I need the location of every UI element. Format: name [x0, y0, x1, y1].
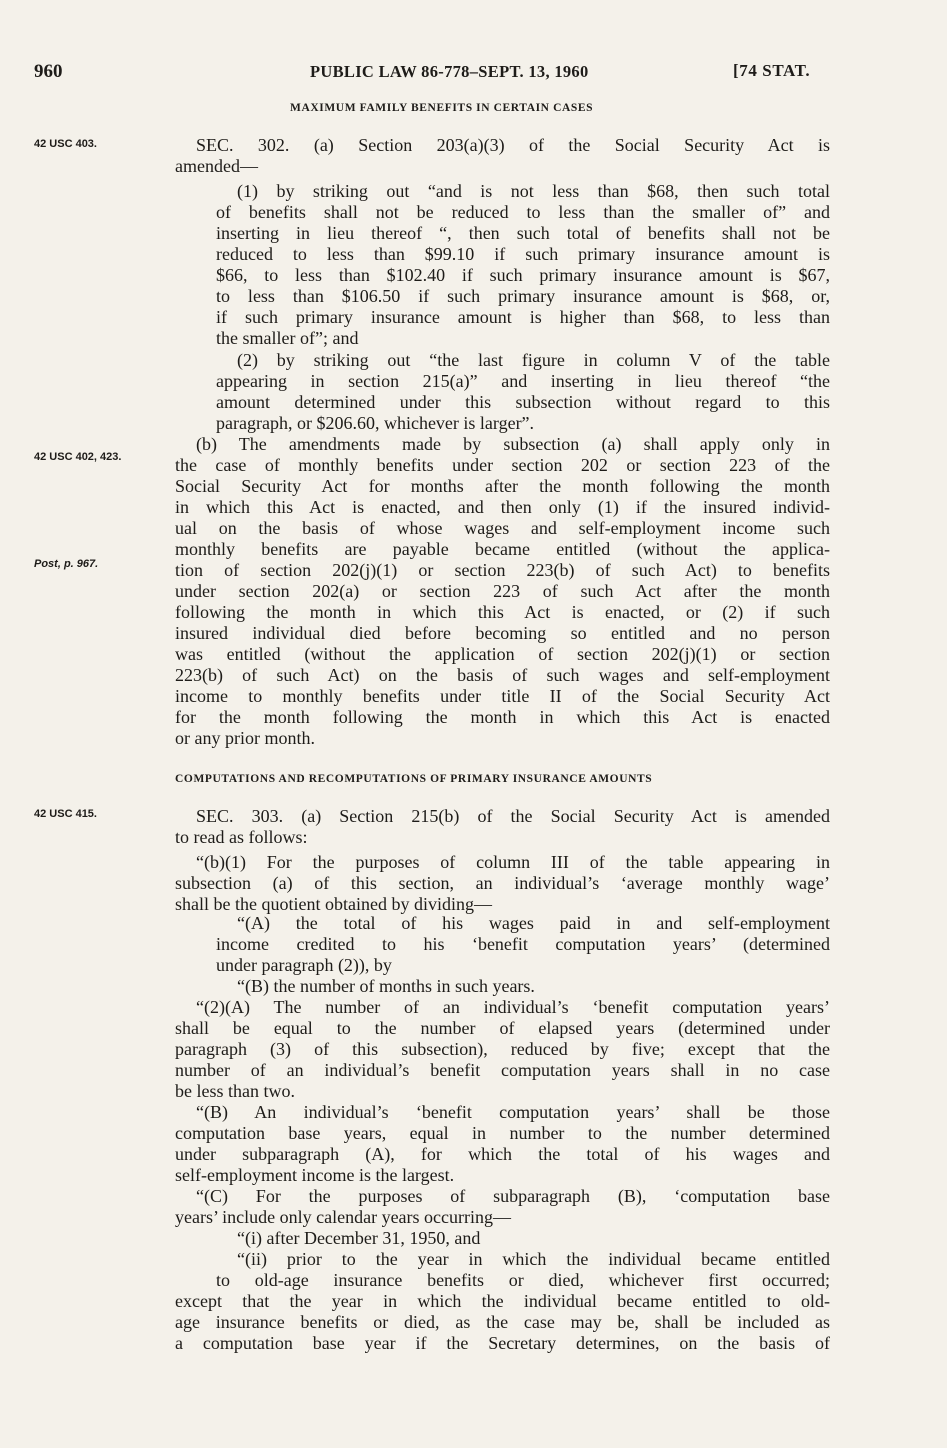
text-line: subsection (a) of this section, an individual’s ‘average monthly wage’ [175, 873, 830, 893]
margin-note: Post, p. 967. [34, 558, 99, 570]
text-line: (1) by striking out “and is not less than $68, then such total [237, 181, 830, 201]
text-line: age insurance benefits or died, as the case may be, shall be included as [175, 1312, 830, 1332]
text-line: be less than two. [175, 1081, 295, 1101]
text-line: to old-age insurance benefits or died, whichever first occurred; [216, 1270, 830, 1290]
text-line: “(ii) prior to the year in which the individual became entitled [237, 1249, 830, 1269]
text-line: for the month following the month in which this Act is enacted [175, 707, 830, 727]
text-line: under paragraph (2)), by [216, 955, 392, 975]
text-line: paragraph (3) of this subsection), reduced by five; except that the [175, 1039, 830, 1059]
margin-note: 42 USC 402, 423. [34, 451, 122, 463]
text-line: shall be equal to the number of elapsed years (determined under [175, 1018, 830, 1038]
text-line: the case of monthly benefits under section 202 or section 223 of the [175, 455, 830, 475]
text-line: amended— [175, 156, 258, 176]
text-line: tion of section 202(j)(1) or section 223(b) of such Act) to benefits [175, 560, 830, 580]
text-line: following the month in which this Act is enacted, or (2) if such [175, 602, 830, 622]
text-line: “(i) after December 31, 1950, and [237, 1228, 481, 1248]
text-line: income credited to his ‘benefit computation years’ (determined [216, 934, 830, 954]
text-line: insured individual died before becoming so entitled and no person [175, 623, 830, 643]
page-number: 960 [34, 61, 63, 82]
text-line: reduced to less than $99.10 if such primary insurance amount is [216, 244, 830, 264]
text-line: “(B) An individual’s ‘benefit computation years’ shall be those [196, 1102, 830, 1122]
text-line: paragraph, or $206.60, whichever is larger”. [216, 413, 535, 433]
margin-note: 42 USC 415. [34, 808, 97, 820]
running-head: PUBLIC LAW 86-778–SEPT. 13, 1960 [310, 62, 589, 81]
text-line: “(2)(A) The number of an individual’s ‘benefit computation years’ [196, 997, 830, 1017]
text-line: or any prior month. [175, 728, 315, 748]
text-line: SEC. 302. (a) Section 203(a)(3) of the Social Security Act is [196, 135, 830, 155]
text-line: “(b)(1) For the purposes of column III of the table appearing in [196, 852, 830, 872]
text-line: monthly benefits are payable became entitled (without the applica- [175, 539, 830, 559]
text-line: except that the year in which the individual became entitled to old- [175, 1291, 830, 1311]
text-line: years’ include only calendar years occurring— [175, 1207, 512, 1227]
text-line: if such primary insurance amount is higher than $68, to less than [216, 307, 830, 327]
statute-reference: [74 STAT. [733, 61, 811, 80]
text-line: SEC. 303. (a) Section 215(b) of the Social Security Act is amended [196, 806, 830, 826]
text-line: (b) The amendments made by subsection (a) shall apply only in [196, 434, 830, 454]
text-line: Social Security Act for months after the month following the month [175, 476, 830, 496]
text-line: “(C) For the purposes of subparagraph (B), ‘computation base [196, 1186, 830, 1206]
text-line: under subparagraph (A), for which the total of his wages and [175, 1144, 830, 1164]
text-line: under section 202(a) or section 223 of such Act after the month [175, 581, 830, 601]
text-line: “(A) the total of his wages paid in and self-employment [237, 913, 830, 933]
text-line: a computation base year if the Secretary determines, on the basis of [175, 1333, 830, 1353]
text-line: (2) by striking out “the last figure in column V of the table [237, 350, 830, 370]
text-line: amount determined under this subsection without regard to this [216, 392, 830, 412]
section-heading: MAXIMUM FAMILY BENEFITS IN CERTAIN CASES [290, 102, 594, 114]
margin-note: 42 USC 403. [34, 138, 97, 150]
text-line: self-employment income is the largest. [175, 1165, 455, 1185]
text-line: “(B) the number of months in such years. [237, 976, 535, 996]
text-line: income to monthly benefits under title II of the Social Security Act [175, 686, 830, 706]
text-line: inserting in lieu thereof “, then such total of benefits shall not be [216, 223, 830, 243]
text-line: ual on the basis of whose wages and self-employment income such [175, 518, 830, 538]
text-line: of benefits shall not be reduced to less than the smaller of” and [216, 202, 830, 222]
text-line: in which this Act is enacted, and then only (1) if the insured individ- [175, 497, 830, 517]
text-line: $66, to less than $102.40 if such primary insurance amount is $67, [216, 265, 830, 285]
text-line: to less than $106.50 if such primary insurance amount is $68, or, [216, 286, 830, 306]
text-line: the smaller of”; and [216, 328, 359, 348]
text-line: shall be the quotient obtained by dividing— [175, 894, 492, 914]
text-line: was entitled (without the application of section 202(j)(1) or section [175, 644, 830, 664]
text-line: to read as follows: [175, 827, 308, 847]
text-line: computation base years, equal in number to the number determined [175, 1123, 830, 1143]
text-line: appearing in section 215(a)” and inserting in lieu thereof “the [216, 371, 830, 391]
section-heading: COMPUTATIONS AND RECOMPUTATIONS OF PRIMARY INSURANCE AMOUNTS [175, 773, 653, 785]
text-line: 223(b) of such Act) on the basis of such wages and self-employment [175, 665, 830, 685]
text-line: number of an individual’s benefit computation years shall in no case [175, 1060, 830, 1080]
